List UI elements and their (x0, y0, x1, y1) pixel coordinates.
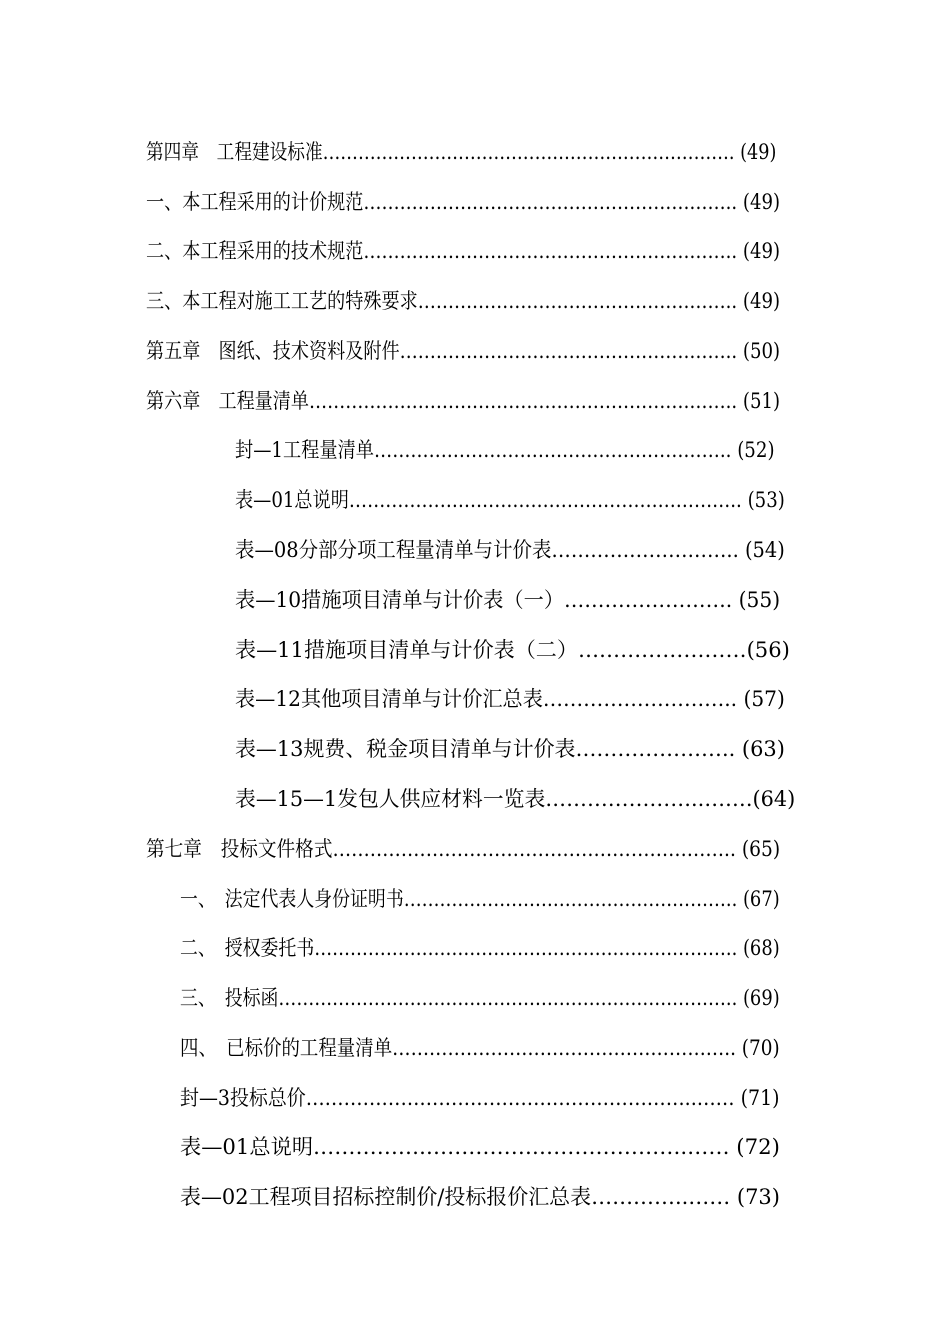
toc-entry-text: 表—11措施项目清单与计价表（二）……………………(56) (235, 638, 790, 662)
toc-entry-text: 表—02工程项目招标控制价/投标报价汇总表…………..…… (73) (180, 1185, 780, 1209)
toc-entry-text: 封—1工程量清单………………………………………………….. (52) (235, 438, 775, 462)
toc-entry-text: 表—13规费、税金项目清单与计价表………………….. (63) (235, 737, 785, 761)
toc-entry-text: 表—10措施项目清单与计价表（一）……………………. (55) (235, 588, 780, 612)
toc-entry-text: 表—01总说明…………….……………………………….…… (72) (180, 1135, 780, 1159)
toc-entry-bid-letter[interactable] (180, 983, 780, 1013)
toc-entry-text: 表—12其他项目清单与计价汇总表……………………….. (57) (235, 687, 785, 711)
toc-entry-power-of-attorney[interactable] (180, 933, 780, 963)
toc-entry-text: 一、本工程采用的计价规范…………………………………………………….. (49) (146, 190, 780, 214)
toc-entry-chapter-6[interactable] (146, 386, 780, 416)
toc-entry-table-08[interactable] (235, 535, 785, 565)
toc-entry-text: 三、本工程对施工工艺的特殊要求…………………………………………….. (49) (146, 289, 780, 313)
toc-entry-table-12[interactable] (235, 684, 785, 714)
toc-entry-table-11[interactable] (235, 635, 790, 665)
toc-entry-pricing-spec[interactable] (146, 187, 780, 217)
toc-entry-chapter-4[interactable] (146, 137, 776, 167)
toc-entry-text: 封—3投标总价……………………………………………………..…… (71) (180, 1086, 780, 1110)
toc-entry-text: 第五章 图纸、技术资料及附件……………………………………………….. (50) (146, 339, 780, 363)
toc-entry-table-01-general[interactable] (180, 1132, 780, 1162)
toc-entry-text: 四、 已标价的工程量清单……………………………………………….. (70) (180, 1036, 780, 1060)
toc-entry-chapter-7[interactable] (146, 834, 780, 864)
toc-entry-table-10[interactable] (235, 585, 780, 615)
toc-entry-text: 表—15—1发包人供应材料一览表…………………..…….(64) (235, 787, 795, 811)
toc-entry-text: 第六章 工程量清单…………………………………………………………….. (51) (146, 389, 780, 413)
toc-entry-cover-3[interactable] (180, 1083, 780, 1113)
toc-entry-text: 一、 法定代表人身份证明书……………………………………………….. (67) (180, 887, 780, 911)
toc-entry-table-13[interactable] (235, 734, 785, 764)
toc-entry-cover-1[interactable] (235, 435, 775, 465)
toc-entry-legal-rep-cert[interactable] (180, 884, 780, 914)
toc-entry-text: 第四章 工程建设标准……………………………………………………………. (49) (146, 140, 776, 164)
toc-entry-technical-spec[interactable] (146, 236, 780, 266)
toc-entry-text: 表—01总说明……………………………………………………….. (53) (235, 488, 785, 512)
toc-entry-table-01[interactable] (235, 485, 785, 515)
toc-entry-table-02[interactable] (180, 1182, 780, 1212)
toc-entry-chapter-5[interactable] (146, 336, 780, 366)
toc-entry-text: 表—08分部分项工程量清单与计价表……………………….. (54) (235, 538, 785, 562)
toc-entry-special-requirements[interactable] (146, 286, 780, 316)
toc-entry-text: 三、 投标函………………………………………………………………….. (69) (180, 986, 780, 1010)
toc-entry-table-15-1[interactable] (235, 784, 795, 814)
toc-entry-text: 二、 授权委托书…………………………………………………………….. (68) (180, 936, 780, 960)
toc-entry-priced-bill[interactable] (180, 1033, 780, 1063)
toc-entry-text: 二、本工程采用的技术规范…………………………………………………….. (49) (146, 239, 780, 263)
toc-entry-text: 第七章 投标文件格式……………………………………………………….. (65) (146, 837, 780, 861)
